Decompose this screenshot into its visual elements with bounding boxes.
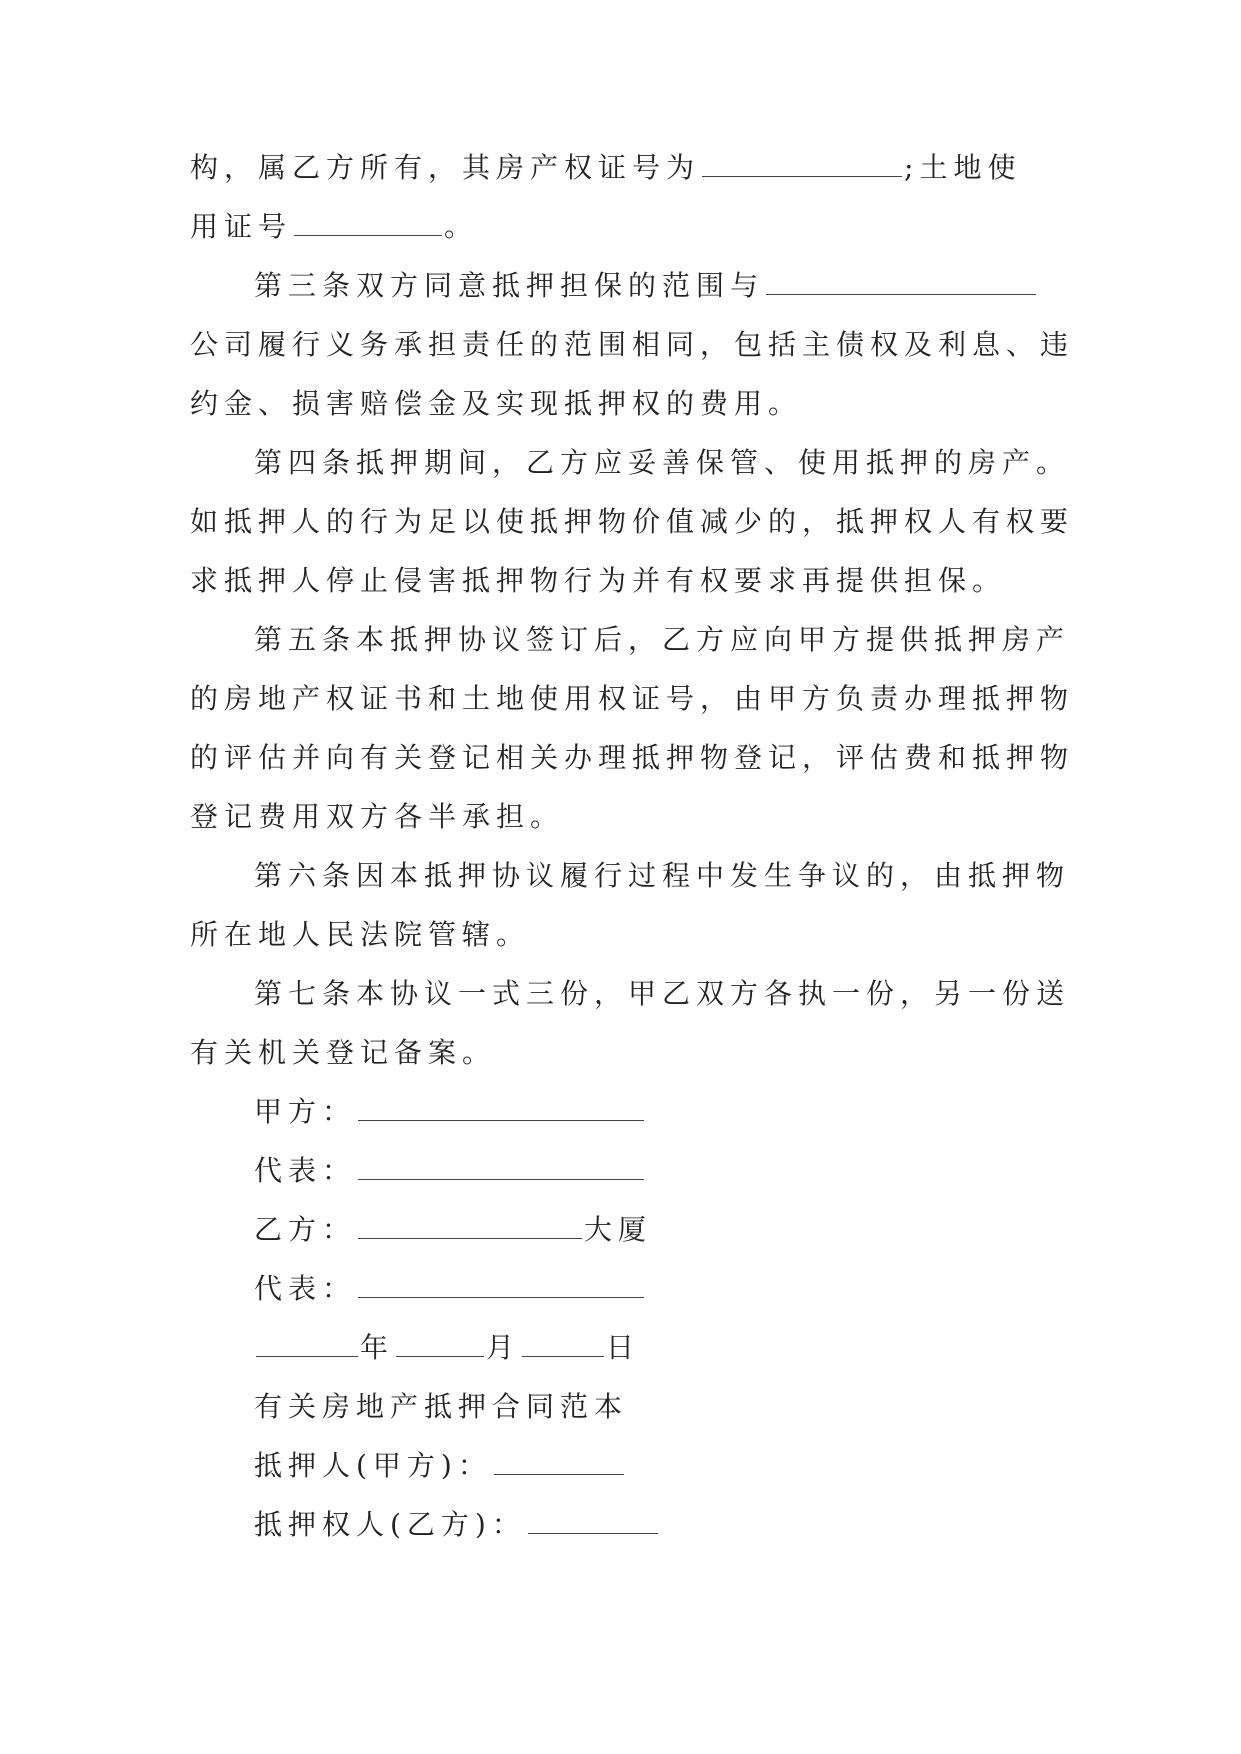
text-segment: 月 [486, 1331, 521, 1364]
text-segment: 有关房地产抵押合同范本 [254, 1390, 629, 1423]
text-segment: 约金、损害赔偿金及实现抵押权的费用。 [190, 387, 803, 420]
blank-field [396, 1336, 484, 1357]
text-segment: 用证号 [190, 210, 293, 243]
text-segment: 甲方： [254, 1095, 357, 1128]
text-line [190, 551, 1052, 610]
blank-field [358, 1277, 644, 1298]
text-segment: 公司履行义务承担责任的范围相同，包括主债权及利息、违 [190, 328, 1075, 361]
text-segment: 所在地人民法院管辖。 [190, 918, 531, 951]
blank-field [528, 1513, 658, 1534]
text-segment: 如抵押人的行为足以使抵押物价值减少的，抵押权人有权要 [190, 505, 1075, 538]
text-line [190, 256, 1052, 315]
text-segment: 登记费用双方各半承担。 [190, 800, 565, 833]
signature-line-party-b [190, 1200, 1052, 1259]
text-segment: 代表： [254, 1272, 357, 1305]
blank-field [358, 1100, 644, 1121]
text-segment: 年 [360, 1331, 395, 1364]
blank-field [358, 1159, 644, 1180]
text-segment: 。 [444, 210, 479, 243]
text-segment: 抵押人(甲方)： [254, 1449, 492, 1482]
text-line [190, 787, 1052, 846]
text-line [190, 846, 1071, 905]
text-line [190, 433, 1071, 492]
text-line [190, 1023, 1052, 1082]
text-line [190, 315, 1075, 374]
text-line [190, 610, 1071, 669]
text-line [190, 728, 1075, 787]
blank-field [294, 215, 442, 236]
text-segment: 构，属乙方所有，其房产权证号为 [190, 151, 701, 184]
blank-field [256, 1336, 358, 1357]
text-segment: 日 [606, 1331, 641, 1364]
text-segment: 第七条本协议一式三份，甲乙双方各执一份，另一份送 [254, 977, 1071, 1010]
text-line [190, 669, 1075, 728]
blank-field [358, 1218, 582, 1239]
text-segment: 抵押权人(乙方)： [254, 1508, 526, 1541]
signature-line-representative-a [190, 1141, 1052, 1200]
text-segment: 的评估并向有关登记相关办理抵押物登记，评估费和抵押物 [190, 741, 1075, 774]
text-segment: 第三条双方同意抵押担保的范围与 [254, 269, 765, 302]
text-segment: 第四条抵押期间，乙方应妥善保管、使用抵押的房产。 [254, 446, 1071, 479]
text-line [190, 492, 1075, 551]
text-line [190, 905, 1052, 964]
text-segment: 乙方： [254, 1213, 357, 1246]
text-segment: 有关机关登记备案。 [190, 1036, 497, 1069]
text-segment: 求抵押人停止侵害抵押物行为并有权要求再提供担保。 [190, 564, 1007, 597]
blank-field [766, 274, 1036, 295]
mortgagor-line [190, 1436, 1052, 1495]
text-segment: 的房地产权证书和土地使用权证号，由甲方负责办理抵押物 [190, 682, 1075, 715]
section-heading [190, 1377, 1052, 1436]
text-line [190, 964, 1071, 1023]
text-line [190, 197, 1052, 256]
signature-line-representative-b [190, 1259, 1052, 1318]
text-segment: 第六条因本抵押协议履行过程中发生争议的，由抵押物 [254, 859, 1071, 892]
text-segment: ;土地使 [904, 151, 1022, 184]
blank-field [702, 156, 902, 177]
mortgagee-line [190, 1495, 1052, 1554]
blank-field [522, 1336, 604, 1357]
text-line [190, 138, 1052, 197]
text-segment: 大厦 [584, 1213, 653, 1246]
blank-field [494, 1454, 624, 1475]
text-segment: 代表： [254, 1154, 357, 1187]
text-segment: 第五条本抵押协议签订后，乙方应向甲方提供抵押房产 [254, 623, 1071, 656]
signature-line-party-a [190, 1082, 1052, 1141]
date-line [190, 1318, 1052, 1377]
text-line [190, 374, 1052, 433]
document-body [190, 138, 1075, 1554]
